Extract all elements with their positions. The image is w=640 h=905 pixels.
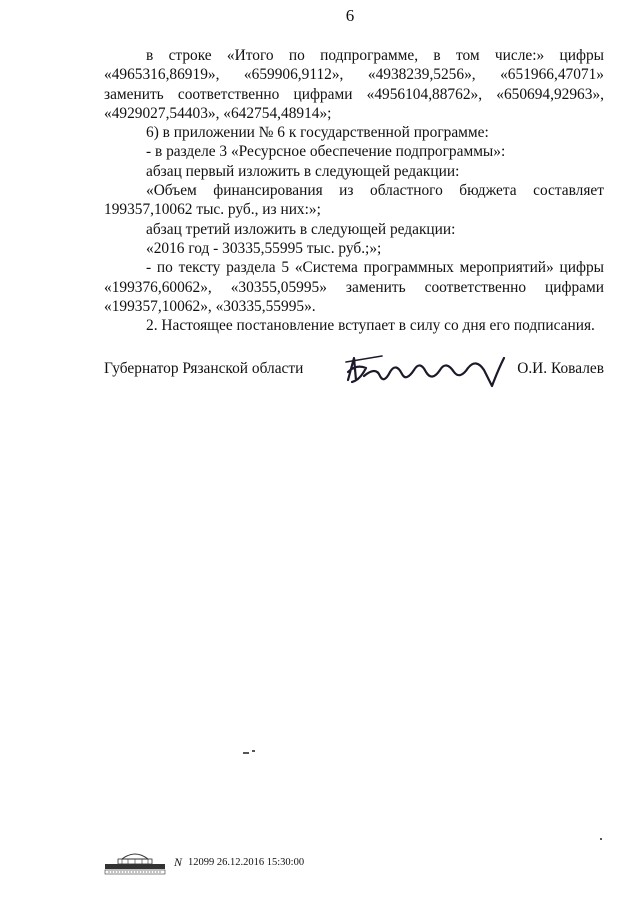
signature-block — [104, 358, 604, 398]
signatory-title: Губернатор Рязанской области — [104, 360, 304, 377]
paragraph-2016-year: «2016 год - 30335,55995 тыс. руб.;»; — [146, 239, 382, 257]
signatory-name: О.И. Ковалев — [517, 360, 604, 377]
scan-speck — [252, 750, 255, 752]
scan-speck — [600, 838, 602, 840]
handwritten-signature — [342, 350, 512, 394]
paragraph-appendix-6: 6) в приложении № 6 к государственной программе: — [146, 124, 489, 142]
registration-mark: N — [174, 855, 183, 869]
scan-speck — [243, 752, 249, 754]
page-number: 6 — [345, 6, 355, 25]
paragraph-effective-date: 2. Настоящее постановление вступает в силу со дня его подписания. — [146, 317, 595, 335]
paragraph-first-abzac: абзац первый изложить в следующей редакции: — [146, 162, 460, 180]
paragraph-section-5: - по тексту раздела 5 «Система программных мероприятий» цифры «199376,60062», «30355,05995» заменить соответственно цифрами «199357,10062», «30335,55995». — [104, 259, 604, 315]
paragraph-section-3: - в разделе 3 «Ресурсное обеспечение подпрограммы»: — [146, 143, 506, 161]
paragraph-third-abzac: абзац третий изложить в следующей редакции: — [146, 220, 456, 238]
document-body — [104, 46, 604, 335]
national-legislation-logo — [104, 849, 166, 875]
registration-number-date: 12099 26.12.2016 15:30:00 — [188, 857, 305, 868]
paragraph-financing-volume: «Объем финансирования из областного бюджета составляет 199357,10062 тыс. руб., из них:»; — [104, 182, 604, 219]
paragraph-itogo: в строке «Итого по подпрограмме, в том числе:» цифры «4965316,86919», «659906,9112», «4938239,5256», «651966,47071» заменить соответственно цифрами «4956104,88762», «650694,92963», «4929027,54403», «642754,48914»; — [104, 47, 604, 122]
